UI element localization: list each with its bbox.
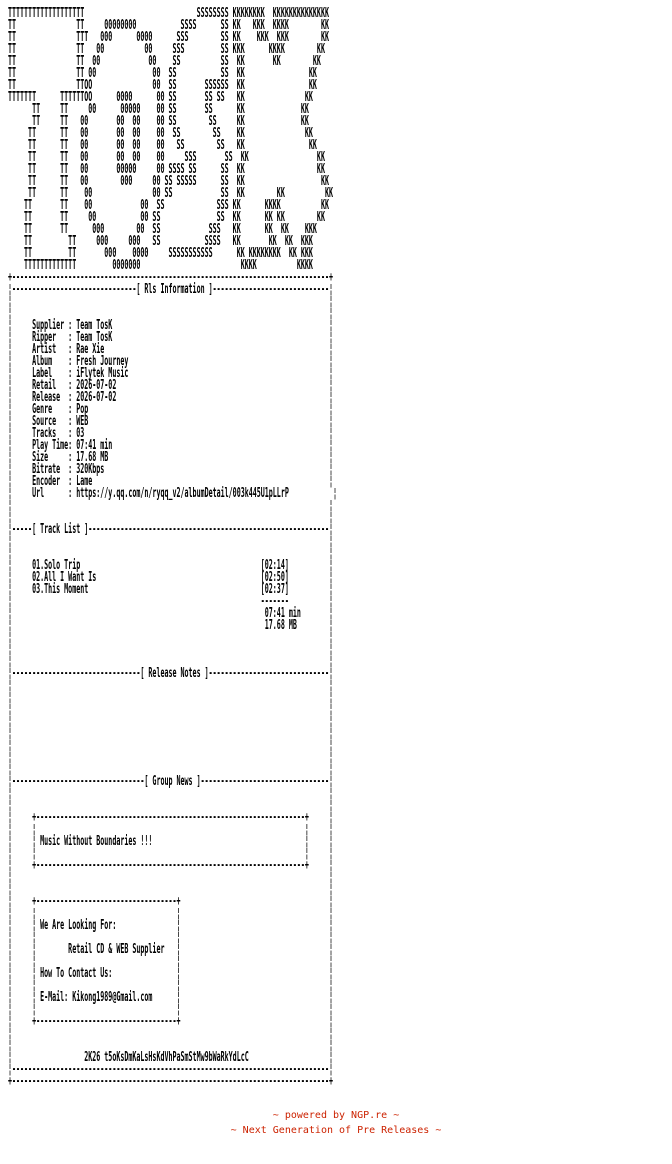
nfo-line: TT TT 00 00 SS SS KK KK KK KK bbox=[8, 210, 325, 225]
nfo-line: ¦ ¦ bbox=[8, 510, 333, 525]
nfo-line: ¦ ¦ ¦ ¦ bbox=[8, 1002, 333, 1017]
nfo-line: TT TT 000 0000 SSSSSSSSSSS KK KKKKKKKK KK KKK bbox=[8, 246, 313, 261]
nfo-line: ¦ ¦ bbox=[8, 678, 333, 693]
nfo-line: TTTTTTTTTTTTTTTTTTT SSSSSSSS KKKKKKKK KKKKKKKKKKKKKK bbox=[8, 6, 329, 21]
nfo-line: TT TT 00 000 00 SS SSSSS SS KK KK bbox=[8, 174, 329, 189]
nfo-line: ¦ Source : WEB ¦ bbox=[8, 414, 333, 429]
nfo-line: ¦ 07:41 min ¦ bbox=[8, 606, 333, 621]
nfo-line: ¦ ¦ bbox=[8, 786, 333, 801]
nfo-line: +-------------------------------------------------------------------------------+ bbox=[8, 270, 333, 285]
nfo-line: ¦ ¦ bbox=[8, 306, 333, 321]
nfo-line: ¦--------------------------------[ Release Notes ]------------------------------¦ bbox=[8, 666, 333, 681]
nfo-line: TT TT 00 00 00 00 SS SS KK KK bbox=[8, 114, 309, 129]
nfo-line: ¦ Size : 17.68 MB ¦ bbox=[8, 450, 333, 465]
nfo-line: ¦ Supplier : Team TosK ¦ bbox=[8, 318, 333, 333]
nfo-line: TT TT 000 00 SS SSS KK KK KK KKK bbox=[8, 222, 317, 237]
nfo-line: ¦ Url : https://y.qq.com/n/ryqq_v2/albumDetail/003k445U1pLLrP ¦ bbox=[8, 486, 337, 501]
nfo-line: TT TT 00 00 SS SS KK KK KK bbox=[8, 54, 321, 69]
nfo-line: TT TT 00 00 00 00 SSS SS KK KK bbox=[8, 150, 325, 165]
nfo-line: ¦-------------------------------------------------------------------------------¦ bbox=[8, 1062, 333, 1077]
nfo-line: ¦ ¦ bbox=[8, 750, 333, 765]
nfo-line: ¦ ¦ Retail CD & WEB Supplier ¦ ¦ bbox=[8, 942, 333, 957]
nfo-line: ¦-----[ Track List ]------------------------------------------------------------¦ bbox=[8, 522, 333, 537]
nfo-line: TT TT 00 00000 00 SSSS SS SS KK KK bbox=[8, 162, 325, 177]
nfo-line: TT TT 00000000 SSSS SS KK KKK KKKK KK bbox=[8, 18, 329, 33]
nfo-text bbox=[8, 8, 337, 1088]
nfo-line: TT TT 00 00 00 00 SS SS KK KK bbox=[8, 138, 317, 153]
nfo-line: ¦ ¦ bbox=[8, 702, 333, 717]
nfo-line: ¦ ¦ bbox=[8, 546, 333, 561]
footer-tagline: ~ Next Generation of Pre Releases ~ bbox=[230, 1125, 442, 1136]
nfo-line: ¦ ¦ bbox=[8, 498, 333, 513]
nfo-line: ¦ +-------------------------------------------------------------------+ ¦ bbox=[8, 858, 333, 873]
nfo-line: ¦ Release : 2026-07-02 ¦ bbox=[8, 390, 333, 405]
nfo-line: ¦ Album : Fresh Journey ¦ bbox=[8, 354, 333, 369]
nfo-line: ¦ Artist : Rae Xie ¦ bbox=[8, 342, 333, 357]
nfo-line: ¦ Genre : Pop ¦ bbox=[8, 402, 333, 417]
nfo-line: ¦ ¦ bbox=[8, 654, 333, 669]
nfo-line: TT TT 000 000 SS SSSS KK KK KK KKK bbox=[8, 234, 313, 249]
nfo-line: ¦ ¦ ¦ ¦ bbox=[8, 906, 333, 921]
nfo-line: ¦ Bitrate : 320Kbps ¦ bbox=[8, 462, 333, 477]
nfo-line: TT TT 00 00 SS SSS KK KKKK KK bbox=[8, 198, 329, 213]
nfo-line: ¦ +-------------------------------------------------------------------+ ¦ bbox=[8, 810, 333, 825]
nfo-line: TTTTTTTTTTTTT 0000000 KKKK KKKK bbox=[8, 258, 313, 273]
nfo-line: ¦ Tracks : 03 ¦ bbox=[8, 426, 333, 441]
nfo-line: ¦ ¦ ¦ ¦ bbox=[8, 822, 333, 837]
nfo-line: ¦ ¦ We Are Looking For: ¦ ¦ bbox=[8, 918, 333, 933]
nfo-line: TT TT 00 00 00 00 SS SS KK KK bbox=[8, 126, 313, 141]
nfo-line: ¦ Label : iFlytek Music ¦ bbox=[8, 366, 333, 381]
nfo-line: ¦ ¦ ¦ ¦ bbox=[8, 930, 333, 945]
nfo-line: ¦ ¦ bbox=[8, 1026, 333, 1041]
nfo-line: ¦ 2K26 t5oKsDmKaLsHsKdVhPaSmStMw9bWaRkYdLcC ¦ bbox=[8, 1050, 333, 1065]
nfo-line: ¦ +-----------------------------------+ ¦ bbox=[8, 1014, 333, 1029]
nfo-line: TT TT 00 00000 00 SS SS KK KK bbox=[8, 102, 309, 117]
nfo-line: ¦ Retail : 2026-07-02 ¦ bbox=[8, 378, 333, 393]
nfo-line: TT TTOO 00 SS SSSSSS KK KK bbox=[8, 78, 317, 93]
nfo-line: ¦ ¦ Music Without Boundaries !!! ¦ ¦ bbox=[8, 834, 333, 849]
footer-powered-by: ~ powered by NGP.re ~ bbox=[272, 1110, 400, 1121]
nfo-line: ¦ ¦ bbox=[8, 798, 333, 813]
nfo-line: ¦ ¦ bbox=[8, 1038, 333, 1053]
nfo-line: TT TT 00 00 SSS SS KKK KKKK KK bbox=[8, 42, 325, 57]
nfo-line: ¦ ------- ¦ bbox=[8, 594, 333, 609]
nfo-line: ¦ 01.Solo Trip [02:14] ¦ bbox=[8, 558, 333, 573]
nfo-line: ¦ Play Time: 07:41 min ¦ bbox=[8, 438, 333, 453]
nfo-line: ¦ ¦ bbox=[8, 642, 333, 657]
nfo-line: ¦-------------------------------[ Rls Information ]-----------------------------¦ bbox=[8, 282, 333, 297]
nfo-line: ¦ ¦ bbox=[8, 726, 333, 741]
nfo-line: ¦ ¦ E-Mail: Kikong1989@Gmail.com ¦ ¦ bbox=[8, 990, 333, 1005]
nfo-line: ¦ Encoder : Lame ¦ bbox=[8, 474, 333, 489]
nfo-line: ¦ ¦ bbox=[8, 534, 333, 549]
nfo-line: TT TTT 000 0000 SSS SS KK KKK KKK KK bbox=[8, 30, 329, 45]
nfo-line: ¦ ¦ ¦ ¦ bbox=[8, 978, 333, 993]
nfo-line: TT TT 00 00 SS SS KK KK bbox=[8, 66, 317, 81]
nfo-line: ¦ 03.This Moment [02:37] ¦ bbox=[8, 582, 333, 597]
nfo-line: TTTTTTT TTTTTTOO 0000 00 SS SS SS KK KK bbox=[8, 90, 313, 105]
nfo-line: ¦ ¦ bbox=[8, 762, 333, 777]
nfo-line: ¦ ¦ ¦ ¦ bbox=[8, 954, 333, 969]
nfo-line: TT TT 00 00 SS SS KK KK KK bbox=[8, 186, 333, 201]
nfo-line: ¦ ¦ bbox=[8, 738, 333, 753]
nfo-line: +-------------------------------------------------------------------------------+ bbox=[8, 1074, 333, 1089]
nfo-line: ¦ Ripper : Team TosK ¦ bbox=[8, 330, 333, 345]
nfo-line: ¦ ¦ bbox=[8, 630, 333, 645]
nfo-line: ¦ ¦ ¦ ¦ bbox=[8, 846, 333, 861]
nfo-line: ¦ ¦ bbox=[8, 690, 333, 705]
nfo-line: ¦ 02.All I Want Is [02:50] ¦ bbox=[8, 570, 333, 585]
nfo-line: ¦ +-----------------------------------+ ¦ bbox=[8, 894, 333, 909]
nfo-line: ¦ ¦ bbox=[8, 714, 333, 729]
nfo-line: ¦ ¦ How To Contact Us: ¦ ¦ bbox=[8, 966, 333, 981]
nfo-line: ¦ ¦ bbox=[8, 870, 333, 885]
nfo-line: ¦ ¦ bbox=[8, 882, 333, 897]
nfo-line: ¦ ¦ bbox=[8, 294, 333, 309]
footer bbox=[0, 1108, 672, 1138]
nfo-line: ¦---------------------------------[ Group News ]--------------------------------¦ bbox=[8, 774, 333, 789]
nfo-line: ¦ 17.68 MB ¦ bbox=[8, 618, 333, 633]
